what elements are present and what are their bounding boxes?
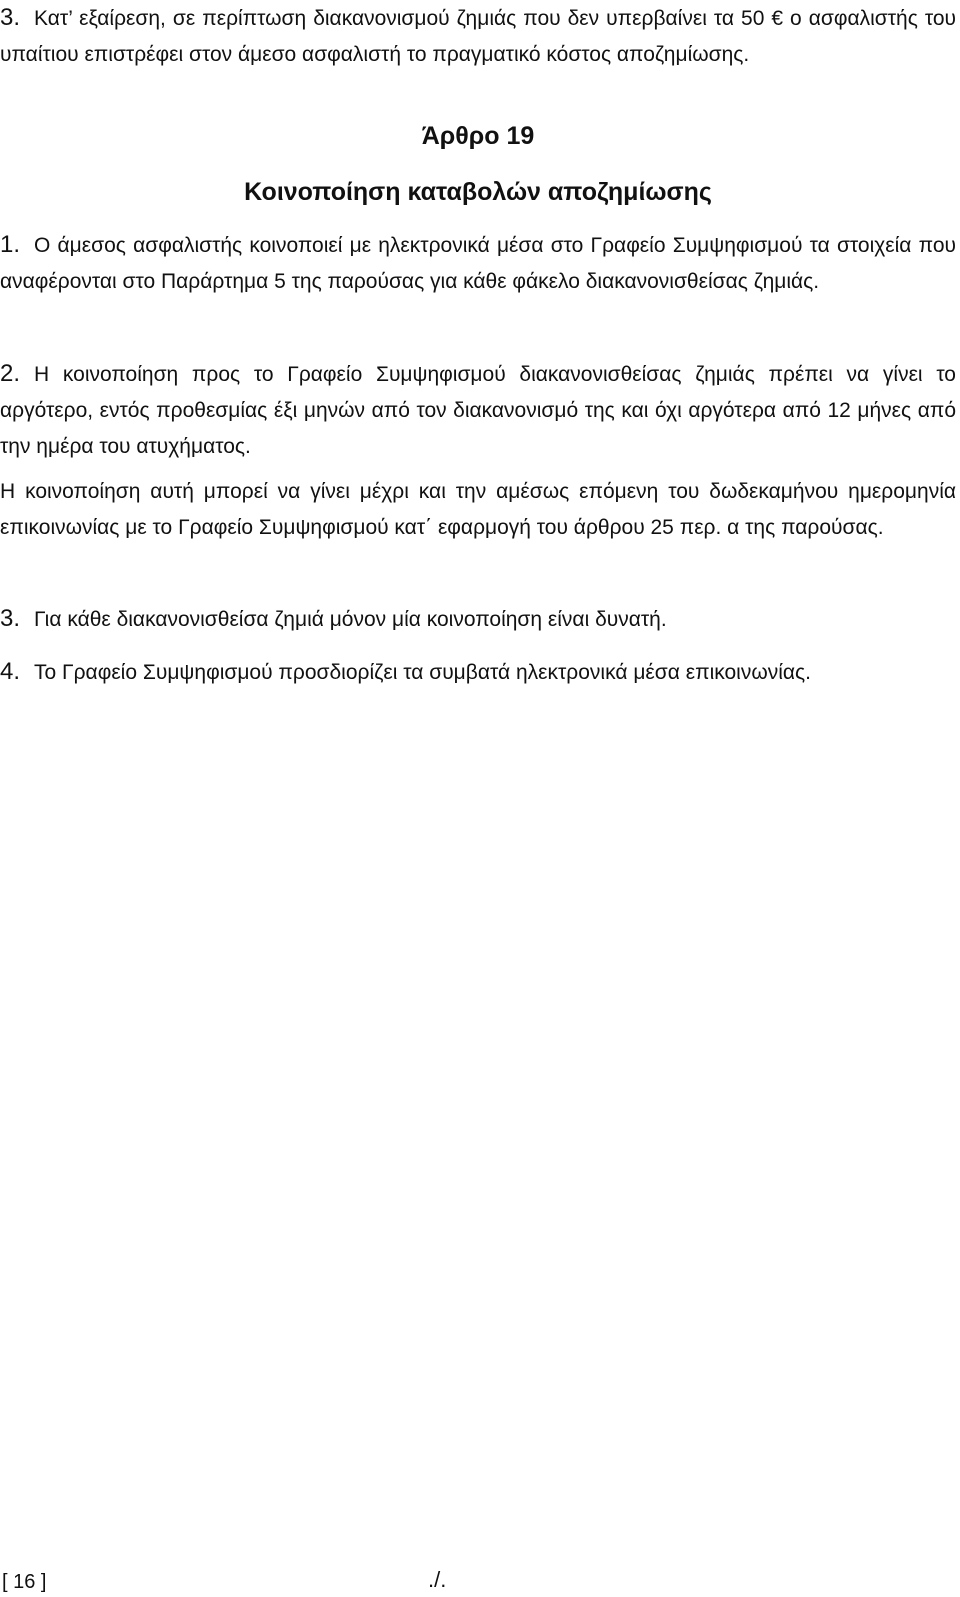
- paragraph-1: [0, 227, 956, 300]
- page-number: [ 16 ]: [2, 1571, 47, 1593]
- paragraph-text: Το Γραφείο Συμψηφισμού προσδιορίζει τα συμβατά ηλεκτρονικά μέσα επικοινωνίας.: [34, 661, 811, 684]
- paragraph-3-previous-article: [0, 0, 956, 73]
- paragraph-number: 2.: [0, 360, 21, 387]
- paragraph-number: 4.: [0, 658, 21, 685]
- paragraph-2-continued: [0, 474, 956, 546]
- continuation-mark: ./.: [428, 1567, 447, 1592]
- article-title: Άρθρο 19: [421, 122, 535, 150]
- article-subtitle: Κοινοποίηση καταβολών αποζημίωσης: [244, 178, 712, 206]
- paragraph-text: Η κοινοποίηση προς το Γραφείο Συμψηφισμού διακανονισθείσας ζημιάς πρέπει να γίνει το αργότερο, εντός προθεσμίας έξι μηνών από τον διακανονισμό της και όχι αργότερα από 12 μήνες από την ημέρα του ατυχήματος.: [0, 363, 956, 458]
- paragraph-text: Για κάθε διακανονισθείσα ζημιά μόνον μία κοινοποίηση είναι δυνατή.: [34, 608, 667, 631]
- paragraph-2: [0, 356, 956, 465]
- paragraph-number: 1.: [0, 231, 21, 258]
- paragraph-4: [0, 654, 956, 691]
- paragraph-text: Ο άμεσος ασφαλιστής κοινοποιεί με ηλεκτρονικά μέσα στο Γραφείο Συμψηφισμού τα στοιχεία που αναφέρονται στο Παράρτημα 5 της παρούσας για κάθε φάκελο διακανονισθείσας ζημιάς.: [0, 234, 956, 293]
- paragraph-text: Η κοινοποίηση αυτή μπορεί να γίνει μέχρι και την αμέσως επόμενη του δωδεκαμήνου ημερομηνία επικοινωνίας με το Γραφείο Συμψηφισμού κατ΄ εφαρμογή του άρθρου 25 περ. α της παρούσας.: [0, 480, 956, 539]
- paragraph-3: [0, 601, 956, 638]
- paragraph-text: Κατ’ εξαίρεση, σε περίπτωση διακανονισμού ζημιάς που δεν υπερβαίνει τα 50 € ο ασφαλιστής του υπαίτιου επιστρέφει στον άμεσο ασφαλιστή το πραγματικό κόστος αποζημίωσης.: [0, 7, 956, 66]
- paragraph-number: 3.: [0, 605, 21, 632]
- paragraph-number: 3.: [0, 4, 21, 31]
